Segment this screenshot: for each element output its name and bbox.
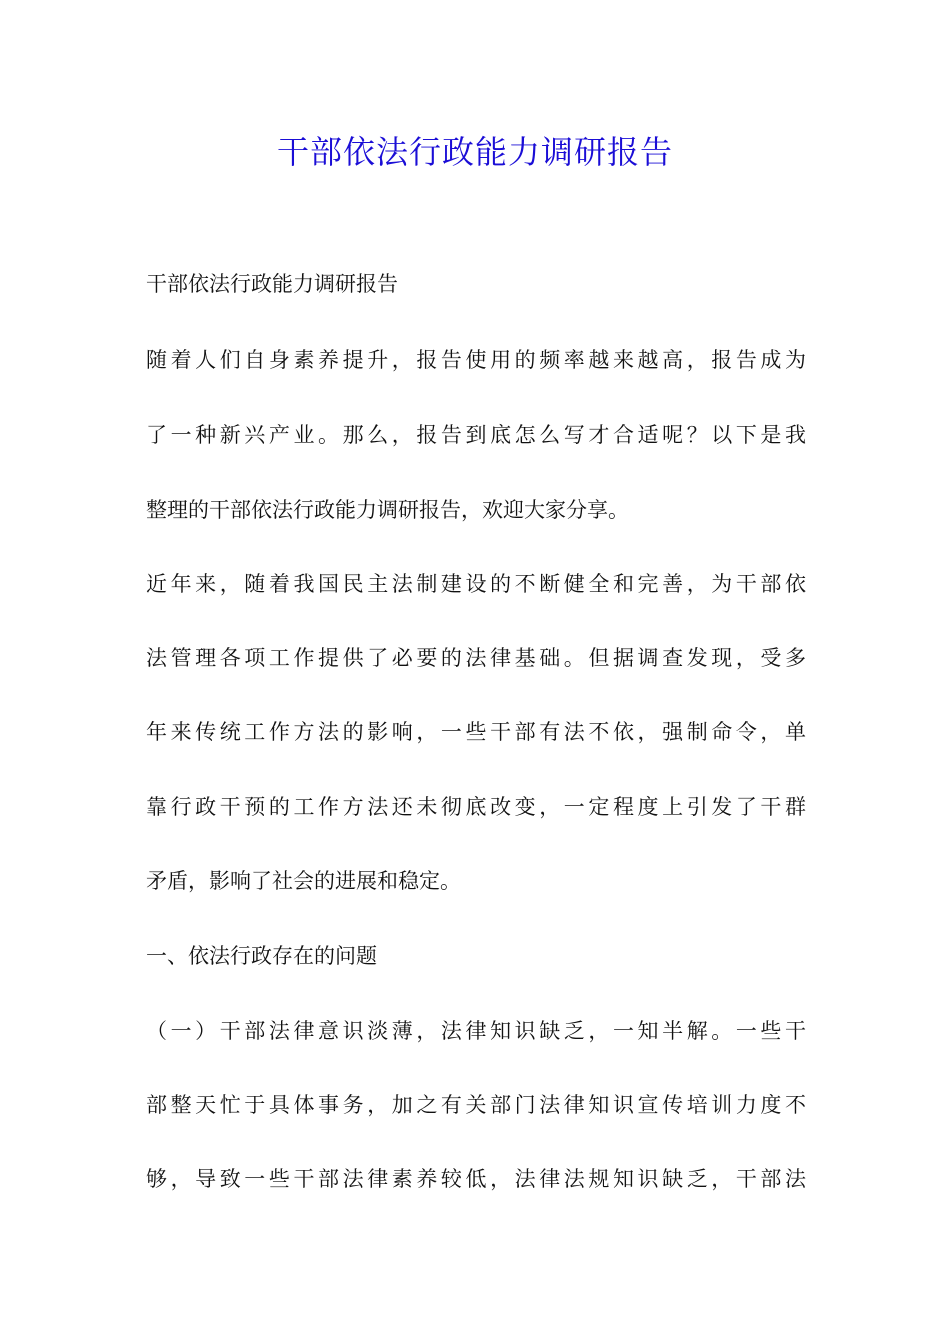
- subtitle-line: 干部依法行政能力调研报告: [146, 272, 398, 296]
- paragraph-line: 矛盾，影响了社会的进展和稳定。: [146, 869, 461, 893]
- paragraph-line: 近年来，随着我国民主法制建设的不断健全和完善，为干部依: [146, 572, 806, 596]
- document-title: 干部依法行政能力调研报告: [276, 133, 673, 171]
- paragraph-line: 年来传统工作方法的影响，一些干部有法不依，强制命令，单: [146, 720, 806, 744]
- paragraph-line: 部整天忙于具体事务，加之有关部门法律知识宣传培训力度不: [146, 1093, 806, 1117]
- paragraph-line: 够，导致一些干部法律素养较低，法律法规知识缺乏，干部法: [146, 1167, 806, 1191]
- section-heading: 一、依法行政存在的问题: [146, 944, 377, 968]
- paragraph-line: 法管理各项工作提供了必要的法律基础。但据调查发现，受多: [146, 646, 806, 670]
- paragraph-line: 整理的干部依法行政能力调研报告，欢迎大家分享。: [146, 498, 629, 522]
- paragraph-line: 了一种新兴产业。那么，报告到底怎么写才合适呢？以下是我: [146, 423, 806, 447]
- paragraph-line: （一）干部法律意识淡薄，法律知识缺乏，一知半解。一些干: [146, 1019, 806, 1043]
- paragraph-line: 靠行政干预的工作方法还未彻底改变，一定程度上引发了干群: [146, 795, 806, 819]
- paragraph-line: 随着人们自身素养提升，报告使用的频率越来越高，报告成为: [146, 348, 806, 372]
